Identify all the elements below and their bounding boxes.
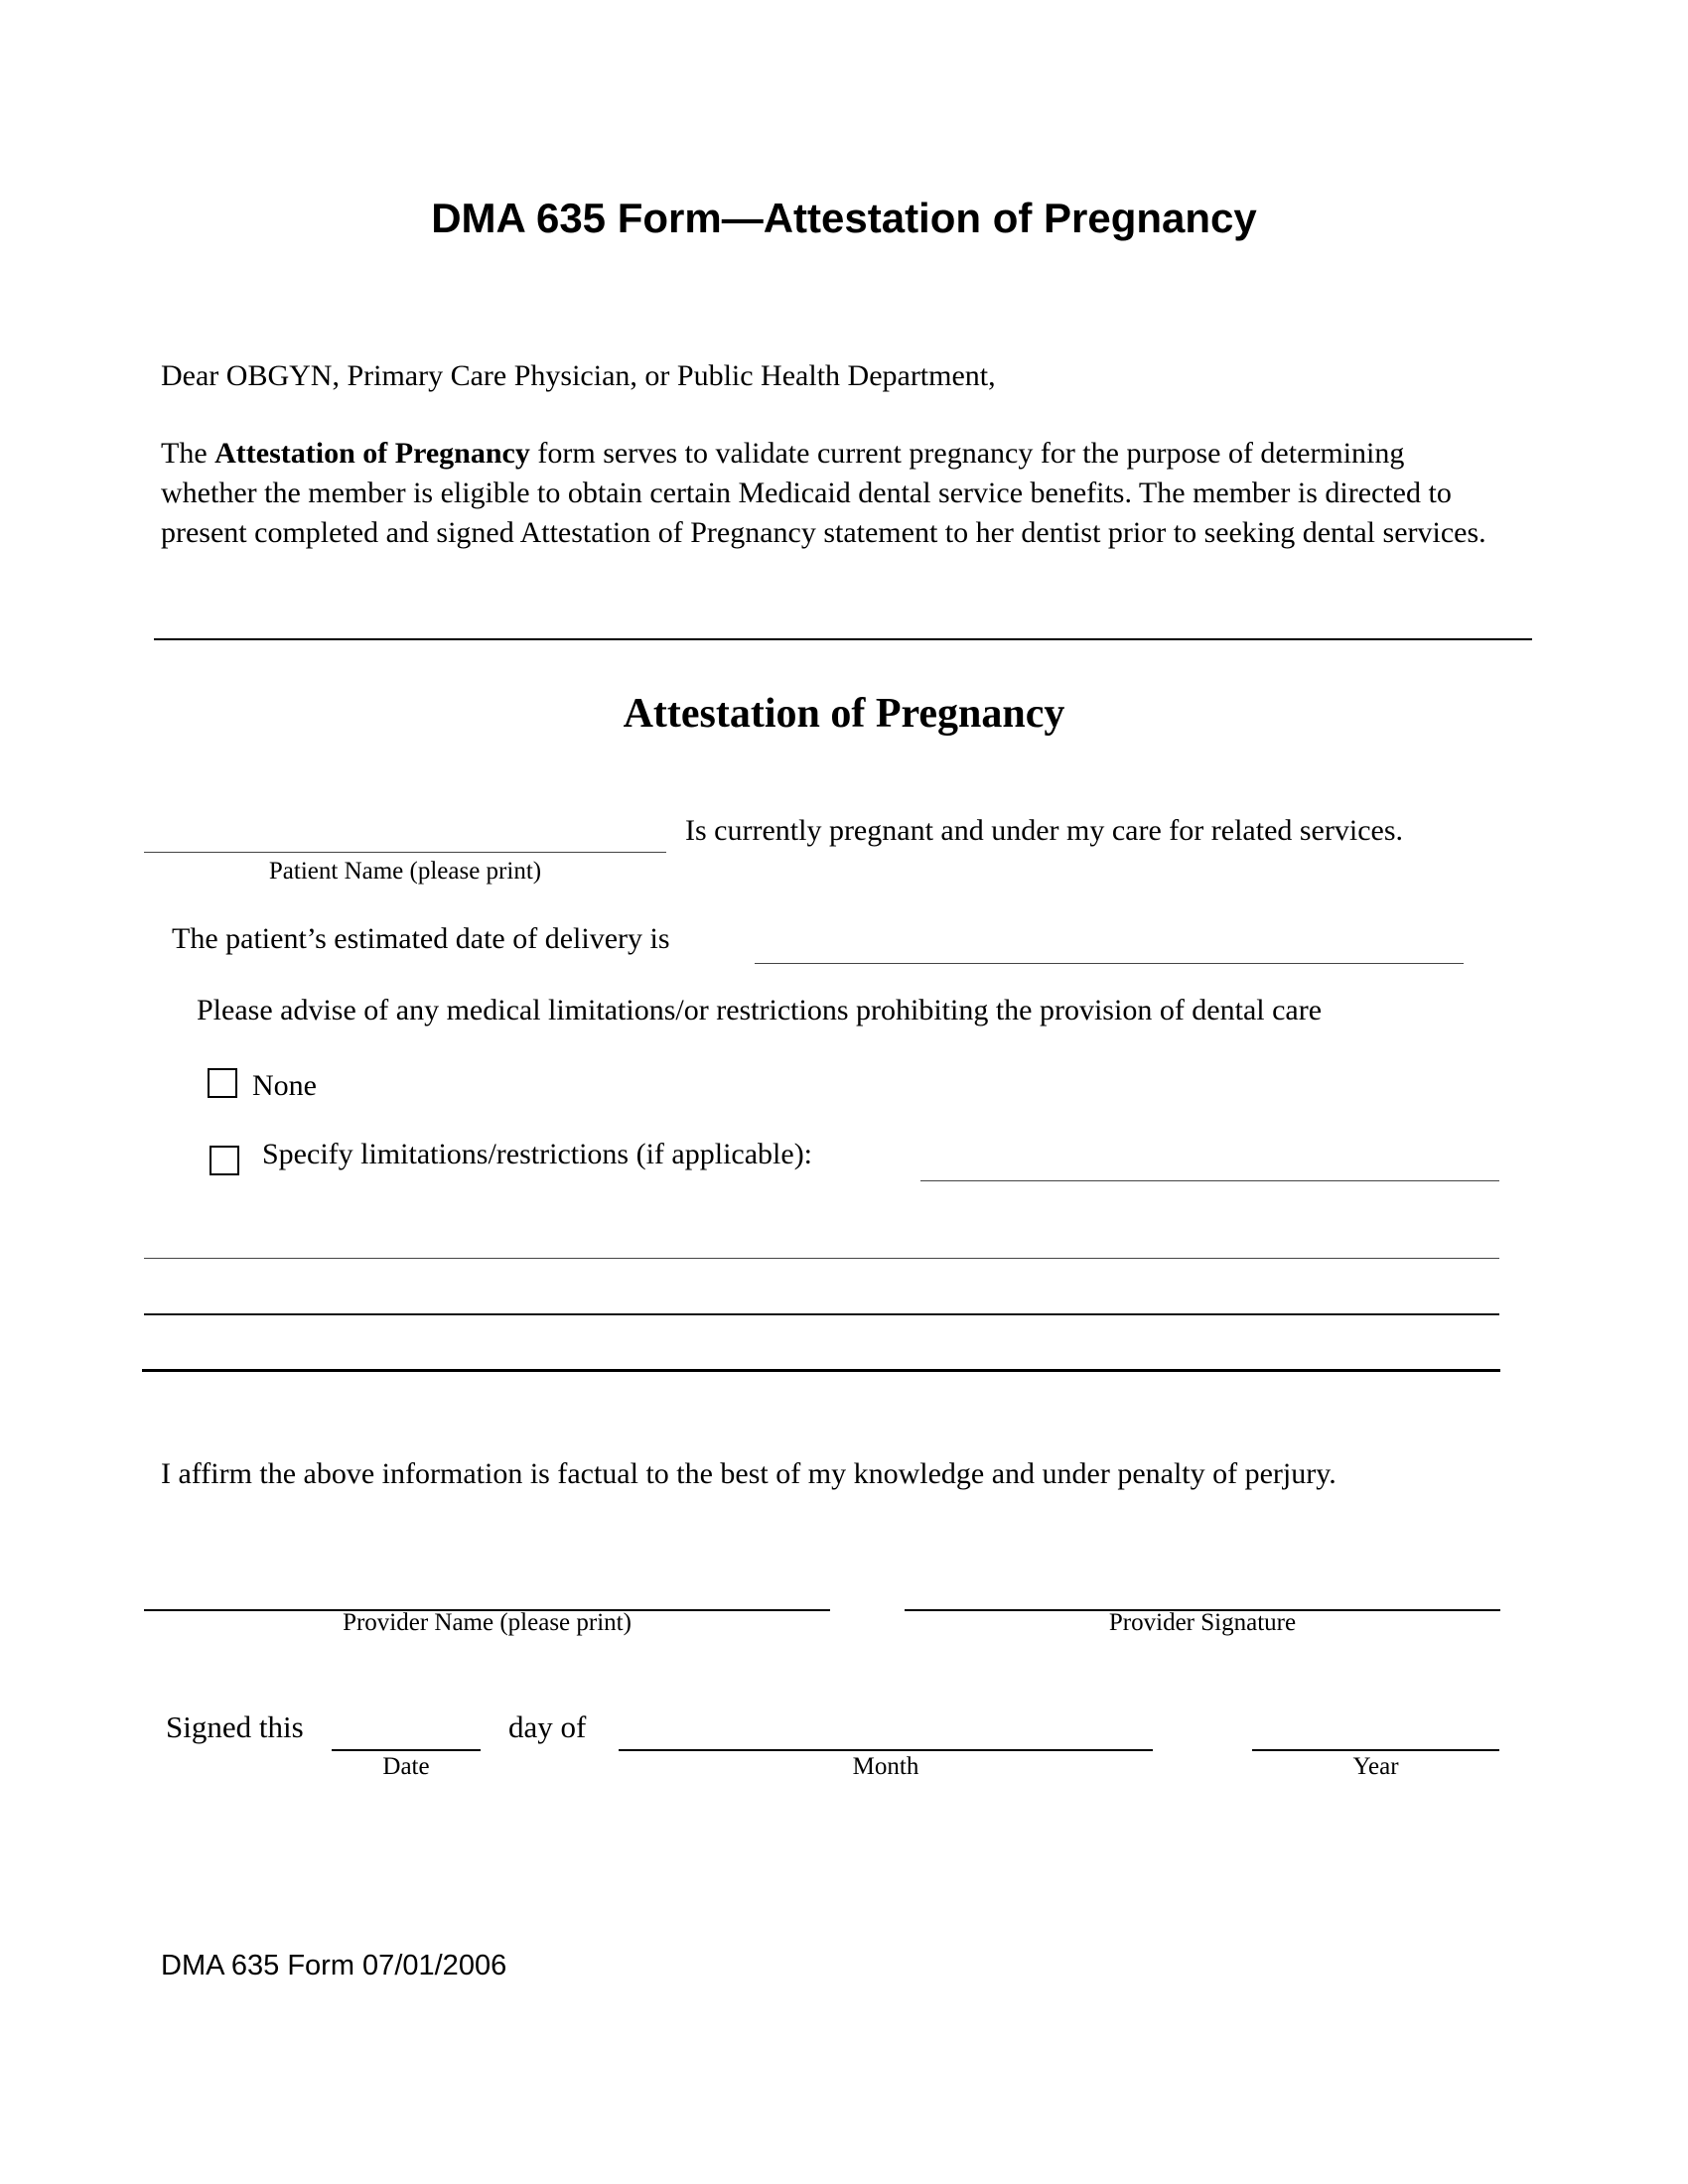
- specify-field[interactable]: [920, 1180, 1499, 1181]
- limitations-line-2[interactable]: [144, 1313, 1499, 1315]
- section-divider: [154, 638, 1532, 640]
- salutation: Dear OBGYN, Primary Care Physician, or Public Health Department,: [161, 359, 996, 392]
- section-title: Attestation of Pregnancy: [623, 691, 1065, 737]
- provider-signature-caption: Provider Signature: [1108, 1609, 1297, 1636]
- month-caption: Month: [852, 1753, 919, 1780]
- delivery-date-field[interactable]: [755, 963, 1464, 964]
- pregnancy-statement: Is currently pregnant and under my care for related services.: [685, 814, 1404, 847]
- limitations-line-3[interactable]: [142, 1369, 1500, 1372]
- month-field[interactable]: [619, 1749, 1153, 1751]
- limitations-prompt: Please advise of any medical limitations/or restrictions prohibiting the provision of dental care: [197, 994, 1323, 1026]
- provider-name-caption: Provider Name (please print): [343, 1609, 632, 1636]
- limitations-line-1[interactable]: [144, 1258, 1499, 1259]
- date-field[interactable]: [332, 1749, 481, 1751]
- patient-name-caption: Patient Name (please print): [268, 858, 542, 885]
- intro-bold-term: Attestation of Pregnancy: [214, 437, 530, 470]
- intro-prefix: The: [161, 437, 215, 470]
- patient-name-field[interactable]: [144, 852, 666, 853]
- form-title: DMA 635 Form—Attestation of Pregnancy: [431, 195, 1257, 241]
- specify-label: Specify limitations/restrictions (if applicable):: [262, 1138, 813, 1170]
- intro-rest: form serves to validate current pregnancy for the purpose of determining whether the member is eligible to obtain certain Medicaid dental service benefits. The member is directed to present completed and signed Attestation of Pregnancy statement to her dentist prior to seeking dental services.: [161, 437, 1486, 549]
- intro-paragraph: [161, 434, 1491, 553]
- none-checkbox[interactable]: [208, 1068, 237, 1098]
- year-caption: Year: [1352, 1753, 1399, 1780]
- form-footer: DMA 635 Form 07/01/2006: [161, 1950, 507, 1981]
- delivery-date-label: The patient’s estimated date of delivery is: [172, 922, 670, 955]
- none-label: None: [252, 1069, 317, 1102]
- date-caption: Date: [382, 1753, 430, 1780]
- specify-checkbox[interactable]: [210, 1146, 239, 1175]
- day-of-label: day of: [508, 1709, 587, 1744]
- year-field[interactable]: [1252, 1749, 1499, 1751]
- signed-this-label: Signed this: [166, 1709, 304, 1744]
- affirmation-statement: I affirm the above information is factual to the best of my knowledge and under penalty of perjury.: [161, 1457, 1336, 1490]
